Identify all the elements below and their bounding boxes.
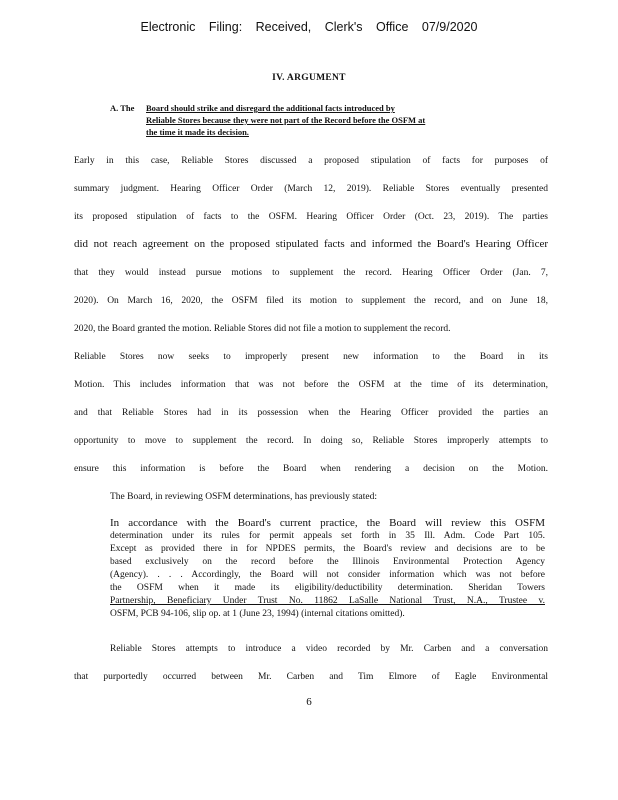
block-quote-line: the OSFM when it made its eligibility/deductibility determination. Sheridan Towers — [110, 583, 545, 593]
body-line: its proposed stipulation of facts to the OSFM. Hearing Officer Order (Oct. 23, 2019). The parties — [74, 212, 548, 222]
body-line: ensure this information is before the Board when rendering a decision on the Motion. — [74, 464, 548, 474]
filing-stamp-header: Electronic Filing: Received, Clerk's Office 07/9/2020 — [140, 20, 478, 34]
body-line: Reliable Stores now seeks to improperly present new information to the Board in its — [74, 352, 548, 362]
body-line: The Board, in reviewing OSFM determinations, has previously stated: — [110, 492, 378, 502]
body-line: opportunity to move to supplement the record. In doing so, Reliable Stores improperly attempts to — [74, 436, 548, 446]
subheading-label: A. The — [110, 103, 135, 113]
page-number: 6 — [306, 696, 312, 708]
body-line: Early in this case, Reliable Stores discussed a proposed stipulation of facts for purposes of — [74, 156, 548, 166]
body-line: and that Reliable Stores had in its possession when the Hearing Officer provided the parties an — [74, 408, 548, 418]
block-quote-line: In accordance with the Board's current practice, the Board will review this OSFM — [110, 518, 545, 529]
body-line: Reliable Stores attempts to introduce a video recorded by Mr. Carben and a conversation — [110, 644, 548, 654]
body-line: that purportedly occurred between Mr. Carben and Tim Elmore of Eagle Environmental — [74, 672, 548, 682]
block-quote-line: Partnership, Beneficiary Under Trust No. 11862 LaSalle National Trust, N.A., Trustee v. — [110, 596, 545, 606]
block-quote-line: determination under its rules for permit appeals set forth in 35 Ill. Adm. Code Part 105. — [110, 531, 545, 541]
body-line: Motion. This includes information that was not before the OSFM at the time of its determination, — [74, 380, 548, 390]
body-line: did not reach agreement on the proposed stipulated facts and informed the Board's Hearing Officer — [74, 238, 548, 250]
block-quote-line: based exclusively on the record before the Illinois Environmental Protection Agency — [110, 557, 545, 567]
subheading-line: Reliable Stores because they were not part of the Record before the OSFM at — [146, 115, 426, 125]
subheading-line: Board should strike and disregard the additional facts introduced by — [146, 103, 395, 113]
subheading-line: the time it made its decision. — [146, 127, 249, 137]
block-quote-citation: OSFM, PCB 94-106, slip op. at 1 (June 23, 1994) (internal citations omitted). — [110, 609, 405, 619]
section-heading: IV. ARGUMENT — [272, 73, 346, 83]
block-quote-line: Except as provided there in for NPDES permits, the Board's review and decisions are to be — [110, 544, 545, 554]
body-line: 2020). On March 16, 2020, the OSFM filed its motion to supplement the record, and on June 18, — [74, 296, 548, 306]
body-line: 2020, the Board granted the motion. Reliable Stores did not file a motion to supplement the record. — [74, 324, 451, 334]
body-line: that they would instead pursue motions to supplement the record. Hearing Officer Order (Jan. 7, — [74, 268, 548, 278]
body-line: summary judgment. Hearing Officer Order (March 12, 2019). Reliable Stores eventually presented — [74, 184, 548, 194]
block-quote-line: (Agency). . . . Accordingly, the Board will not consider information which was not before — [110, 570, 545, 580]
